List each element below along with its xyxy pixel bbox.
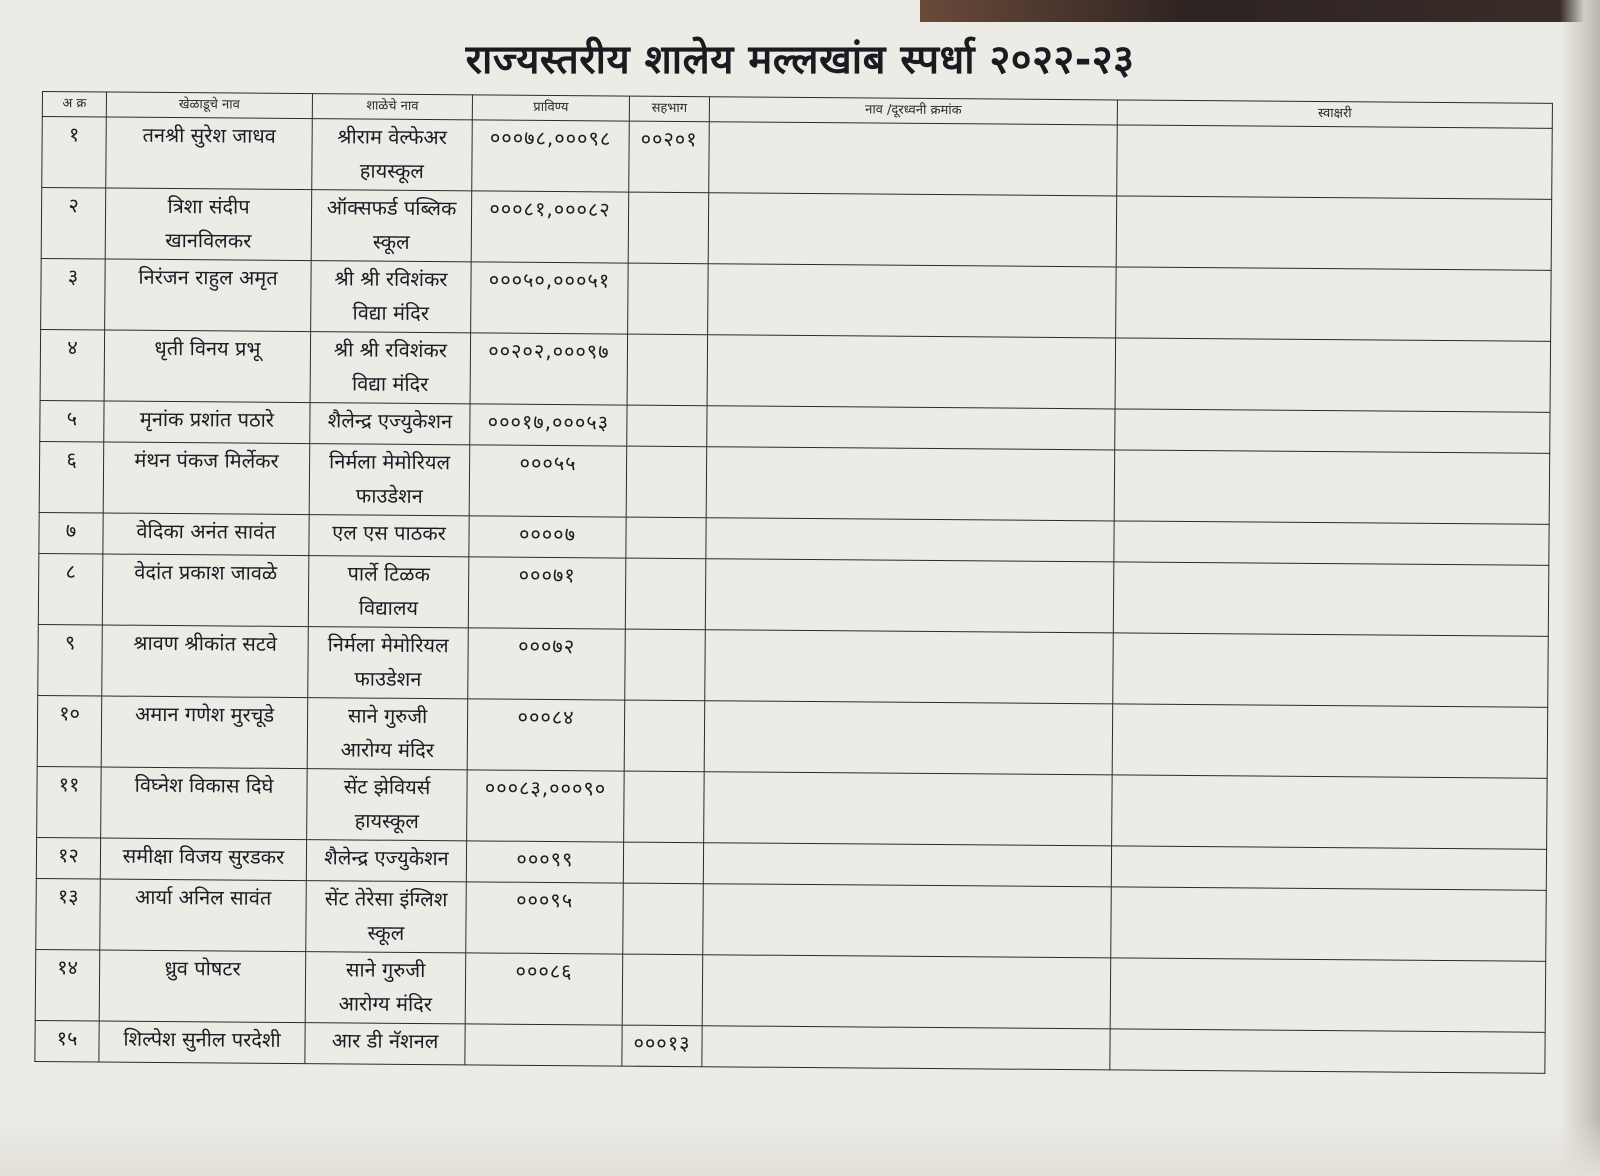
row-player-name-cell <box>105 259 312 332</box>
row-sahbhag-text <box>624 843 703 844</box>
row-sahbhag-cell <box>628 263 709 335</box>
register-sheet <box>34 91 1552 1074</box>
row-player-name-cell <box>102 625 309 698</box>
row-player-name-cell <box>100 879 307 952</box>
row-school-name-text: श्री श्री रविशंकर विद्या मंदिर <box>333 337 448 397</box>
row-name-phone-cell <box>708 193 1117 267</box>
row-sahbhag-text <box>627 518 706 519</box>
row-name-phone-cell <box>709 122 1118 196</box>
table-row <box>42 117 1553 200</box>
row-sr-cell <box>35 1020 99 1062</box>
row-sr-cell <box>36 837 100 879</box>
row-pravinya-text: ०००८३,०००९० <box>484 775 607 801</box>
row-school-name-cell <box>305 952 466 1024</box>
row-sr-text: ८ <box>65 559 77 584</box>
row-pravinya-cell <box>470 404 627 446</box>
row-signature-cell <box>1116 196 1552 270</box>
row-player-name-text: अमान गणेश मुरचूडे <box>134 701 275 727</box>
row-school-name-text: शैलेन्द्र एज्युकेशन <box>324 845 449 871</box>
col-header-signature: स्वाक्षरी <box>1117 100 1552 128</box>
row-sr-text: १३ <box>57 884 79 909</box>
row-player-name-text: वेदिका अनंत सावंत <box>136 518 276 544</box>
row-school-name-text: आर डी नॅशनल <box>331 1028 439 1054</box>
row-signature-cell <box>1112 775 1548 849</box>
row-school-name-text: साने गुरुजी आरोग्य मंदिर <box>340 703 435 763</box>
row-player-name-text: वेदांत प्रकाश जावळे <box>134 559 278 585</box>
row-sahbhag-text: ००२०१ <box>640 126 698 152</box>
row-name-phone-cell <box>705 559 1114 633</box>
table-row <box>40 329 1551 412</box>
row-pravinya-cell <box>469 445 627 517</box>
row-school-name-text: श्री श्री रविशंकर विद्या मंदिर <box>334 266 448 326</box>
row-sahbhag-cell <box>624 700 705 772</box>
table-row <box>37 766 1548 849</box>
table-row <box>35 949 1546 1032</box>
row-pravinya-text: ०००७८,०००९८ <box>489 125 612 151</box>
col-header-sahbhag: सहभाग <box>629 96 709 122</box>
row-player-name-cell <box>104 401 310 444</box>
row-pravinya-text: ०००८१,०००८२ <box>489 196 611 222</box>
row-sahbhag-text <box>625 772 704 773</box>
row-signature-cell <box>1117 125 1553 199</box>
row-sahbhag-cell <box>625 558 706 630</box>
row-pravinya-text: ०००५५ <box>519 450 577 476</box>
photo-edge-shadow <box>920 0 1600 22</box>
row-sr-cell <box>37 695 102 767</box>
row-sahbhag-text: ०००१३ <box>633 1030 691 1056</box>
row-name-phone-cell <box>708 264 1117 338</box>
row-player-name-cell <box>99 1021 305 1064</box>
row-player-name-text: शिल्पेश सुनील परदेशी <box>123 1026 281 1052</box>
row-sahbhag-cell <box>627 405 707 447</box>
row-name-phone-cell <box>706 518 1114 562</box>
row-sahbhag-cell <box>627 334 708 406</box>
row-pravinya-cell <box>472 120 630 192</box>
row-name-phone-cell <box>707 406 1115 450</box>
table-row <box>36 878 1547 961</box>
row-sahbhag-text <box>627 447 706 448</box>
row-pravinya-text: ००२०२,०००९७ <box>488 338 610 364</box>
row-sr-cell <box>42 117 107 189</box>
col-header-name-phone: नाव /दूरध्वनी क्रमांक <box>709 97 1117 125</box>
row-school-name-text: एल एस पाठकर <box>332 520 446 546</box>
row-player-name-text: समीक्षा विजय सुरडकर <box>122 843 285 869</box>
row-sr-text: ११ <box>58 772 80 797</box>
row-sr-text: १ <box>68 122 80 147</box>
row-school-name-cell <box>310 403 470 445</box>
row-player-name-cell <box>103 442 310 515</box>
row-player-name-text: तनश्री सुरेश जाधव <box>142 122 276 148</box>
page-title: राज्यस्तरीय शालेय मल्लखांब स्पर्धा २०२२-२३ <box>465 37 1135 83</box>
row-school-name-text: शैलेन्द्र एज्युकेशन <box>327 408 453 434</box>
row-name-phone-cell <box>706 447 1115 521</box>
row-sahbhag-cell <box>628 192 709 264</box>
row-school-name-text: निर्मला मेमोरियल फाउडेशन <box>329 449 451 509</box>
row-player-name-text: त्रिशा संदीप खानविलकर <box>165 193 252 253</box>
row-sr-cell <box>38 553 103 625</box>
row-sr-text: ७ <box>65 518 77 543</box>
row-sahbhag-text <box>623 955 702 956</box>
table-row <box>39 441 1550 524</box>
participant-register-table <box>34 91 1553 1074</box>
row-sr-text: १२ <box>57 843 79 868</box>
row-sahbhag-text <box>629 193 708 194</box>
row-pravinya-text: ०००९९ <box>516 846 574 872</box>
row-sr-text: ३ <box>67 264 79 289</box>
row-pravinya-text: ०००८६ <box>515 958 573 984</box>
table-body <box>35 117 1552 1074</box>
row-signature-cell <box>1112 704 1548 778</box>
row-name-phone-cell <box>703 884 1112 958</box>
row-sr-cell <box>39 441 104 513</box>
col-header-player-name: खेळाडूचे नाव <box>106 92 312 119</box>
row-school-name-cell <box>306 840 466 882</box>
table-row <box>38 553 1549 636</box>
col-header-pravinya: प्राविण्य <box>472 95 629 121</box>
row-pravinya-text: ०००१७,०००५३ <box>487 409 610 435</box>
row-pravinya-cell <box>466 841 623 883</box>
row-sr-cell <box>38 624 103 696</box>
row-player-name-cell <box>99 950 306 1023</box>
row-school-name-cell <box>312 119 473 191</box>
row-player-name-cell <box>101 696 308 769</box>
row-player-name-cell <box>101 767 308 840</box>
row-pravinya-cell <box>468 628 626 700</box>
row-name-phone-cell <box>705 630 1114 704</box>
row-school-name-cell <box>308 627 469 699</box>
row-player-name-cell <box>105 188 312 261</box>
paper-edge-shadow <box>1560 0 1600 1176</box>
row-signature-cell <box>1110 1029 1545 1073</box>
row-sahbhag-cell <box>625 629 706 701</box>
row-sahbhag-text <box>629 264 708 265</box>
row-signature-cell <box>1110 958 1546 1032</box>
row-sr-cell <box>40 329 105 401</box>
row-player-name-text: मंथन पंकज मिर्लेकर <box>134 447 279 473</box>
row-name-phone-cell <box>704 701 1113 775</box>
row-sr-cell <box>41 258 106 330</box>
row-sahbhag-cell <box>626 517 706 559</box>
row-signature-cell <box>1116 267 1552 341</box>
row-player-name-cell <box>104 330 311 403</box>
row-player-name-text: निरंजन राहुल अमृत <box>138 264 278 290</box>
row-pravinya-cell <box>469 516 626 558</box>
row-sr-cell <box>40 400 104 442</box>
row-school-name-text: निर्मला मेमोरियल फाउडेशन <box>327 632 449 691</box>
row-pravinya-text: ०००७२ <box>518 633 576 659</box>
row-sr-text: १४ <box>57 955 79 980</box>
row-school-name-cell <box>307 769 468 841</box>
row-signature-cell <box>1113 562 1549 636</box>
row-pravinya-cell <box>465 1024 622 1066</box>
row-sr-text: १५ <box>56 1026 78 1051</box>
row-name-phone-cell <box>703 843 1111 887</box>
row-sr-cell <box>41 188 106 260</box>
row-sr-text: ९ <box>64 630 76 655</box>
row-sahbhag-text <box>628 335 707 336</box>
row-name-phone-cell <box>702 955 1111 1029</box>
row-school-name-text: पार्ले टिळक विद्यालय <box>347 561 430 620</box>
row-pravinya-cell <box>471 262 629 334</box>
row-school-name-cell <box>308 556 469 628</box>
table-row <box>37 695 1548 778</box>
row-school-name-text: ऑक्सफर्ड पब्लिक स्कूल <box>326 195 457 254</box>
table-row <box>41 188 1552 271</box>
row-sahbhag-cell <box>622 1025 702 1067</box>
row-signature-cell <box>1114 521 1549 565</box>
row-signature-cell <box>1114 450 1550 524</box>
row-pravinya-cell <box>470 333 628 405</box>
row-sahbhag-text <box>625 701 704 702</box>
row-name-phone-cell <box>707 335 1116 409</box>
row-school-name-cell <box>310 332 471 404</box>
row-sr-cell <box>35 949 100 1021</box>
row-player-name-text: ध्रुव पोषटर <box>164 955 241 981</box>
row-player-name-cell <box>100 838 306 881</box>
col-header-school-name: शाळेचे नाव <box>312 94 472 120</box>
row-player-name-text: आर्या अनिल सावंत <box>134 884 272 910</box>
row-signature-cell <box>1115 409 1550 453</box>
row-school-name-cell <box>309 515 469 557</box>
row-pravinya-cell <box>467 770 625 842</box>
row-sahbhag-text <box>626 630 705 631</box>
row-sahbhag-cell <box>626 446 707 518</box>
row-sr-cell <box>39 512 103 554</box>
row-sahbhag-cell <box>623 883 704 955</box>
row-signature-cell <box>1113 633 1549 707</box>
row-sahbhag-cell <box>623 842 703 884</box>
row-school-name-text: श्रीराम वेल्फेअर हायस्कूल <box>337 124 448 184</box>
paper-bottom-shadow <box>0 1116 1600 1176</box>
row-signature-cell <box>1115 338 1551 412</box>
row-pravinya-text: ००००७ <box>518 521 577 547</box>
row-player-name-text: विघ्नेश विकास दिघे <box>134 772 274 798</box>
row-sahbhag-cell <box>629 121 710 193</box>
row-school-name-text: सेंट झेवियर्स हायस्कूल <box>343 774 431 833</box>
row-school-name-cell <box>307 698 468 770</box>
row-sr-cell <box>37 766 102 838</box>
row-sr-text: १० <box>59 701 81 726</box>
row-pravinya-text <box>466 1024 622 1025</box>
row-name-phone-cell <box>702 1026 1110 1070</box>
row-signature-cell <box>1111 887 1547 961</box>
col-header-sr: अ क्र <box>42 92 106 118</box>
row-sahbhag-text <box>628 406 707 407</box>
table-row <box>38 624 1549 707</box>
row-school-name-text: सेंट तेरेसा इंग्लिश स्कूल <box>324 886 448 945</box>
row-pravinya-cell <box>465 953 623 1025</box>
row-pravinya-cell <box>467 699 625 771</box>
row-pravinya-text: ०००५०,०००५१ <box>488 267 611 293</box>
row-sahbhag-text <box>626 559 705 560</box>
row-pravinya-text: ०००८४ <box>517 704 575 730</box>
row-school-name-cell <box>305 1023 465 1065</box>
row-player-name-text: धृती विनय प्रभू <box>154 335 261 361</box>
row-player-name-text: मृनांक प्रशांत पठारे <box>139 406 275 432</box>
row-sahbhag-text <box>624 884 703 885</box>
row-sr-text: २ <box>68 193 79 218</box>
row-player-name-cell <box>106 117 313 190</box>
row-pravinya-text: ०००७१ <box>518 562 576 588</box>
row-sr-text: ६ <box>66 447 77 472</box>
row-school-name-cell <box>311 190 472 262</box>
row-player-name-text: श्रावण श्रीकांत सटवे <box>133 630 278 656</box>
row-player-name-cell <box>102 554 309 627</box>
row-name-phone-cell <box>704 772 1113 846</box>
row-school-name-cell <box>306 881 467 953</box>
row-school-name-text: साने गुरुजी आरोग्य मंदिर <box>338 957 433 1017</box>
row-sahbhag-cell <box>622 954 703 1026</box>
row-sr-text: ५ <box>66 406 78 431</box>
row-pravinya-cell <box>468 557 626 629</box>
row-school-name-cell <box>309 444 470 516</box>
row-pravinya-cell <box>466 882 624 954</box>
row-pravinya-text: ०००९५ <box>516 887 574 913</box>
row-player-name-cell <box>103 513 309 556</box>
row-pravinya-cell <box>471 191 629 263</box>
table-row <box>41 258 1552 341</box>
row-sr-cell <box>36 878 101 950</box>
row-school-name-cell <box>311 261 472 333</box>
row-sr-text: ४ <box>67 335 78 360</box>
row-signature-cell <box>1111 846 1546 890</box>
row-sahbhag-cell <box>624 771 705 843</box>
